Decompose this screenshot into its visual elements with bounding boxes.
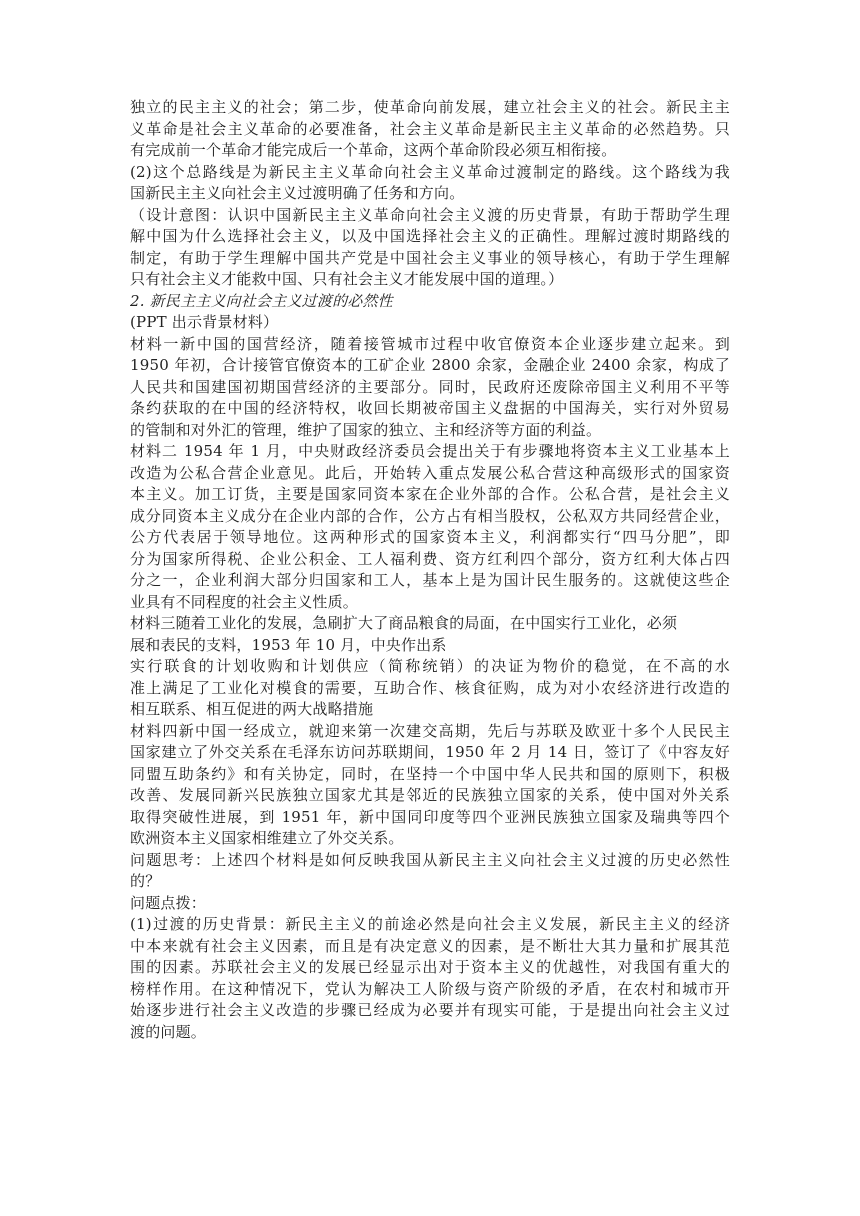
text-line: 国新民主主义向社会主义过渡明确了任务和方向。 (130, 184, 465, 202)
text-line: 榜样作用。在这种情况下，党认为解决工人阶级与资产阶级的矛盾，在农村和城市开 (130, 979, 730, 998)
text-line: 成分同资本主义成分在企业内部的合作，公方占有相当股权，公私双方共同经营企业， (130, 506, 730, 525)
document-page (130, 97, 730, 1043)
text-line: 问题点拨： (130, 893, 207, 912)
text-line: 始逐步进行社会主义改造的步骤已经成为必要并有现实可能，于是提出向社会主义过 (130, 1001, 730, 1019)
text-line: 条约获取的在中国的经济特权，收回长期被帝国主义盘据的中国海关，实行对外贸易 (130, 399, 730, 417)
text-line: 本主义。加工订货，主要是国家同资本家在企业外部的合作。公私合营，是社会主义 (130, 485, 730, 503)
text-line: 展和表民的支料，1953 年 10 月，中央作出系 (130, 635, 447, 654)
text-line: 业具有不同程度的社会主义性质。 (130, 592, 359, 611)
text-line: 国家建立了外交关系在毛泽东访问苏联期间，1950 年 2 月 14 日，签订了《中容友好 (130, 743, 730, 761)
text-line: 材料三随着工业化的发展，急刷扩大了商品粮食的局面，在中国实行工业化，必须 (130, 614, 678, 632)
text-line: 改善、发展同新兴民族独立国家尤其是邻近的民族独立国家的关系，使中国对外关系 (130, 786, 730, 804)
text-line: 欧洲资本主义国家相维建立了外交关系。 (130, 829, 404, 847)
text-line: 材料二 1954 年 1 月，中央财政经济委员会提出关于有步骤地将资本主义工业基本上 (130, 442, 730, 460)
text-line: 义革命是社会主义革命的必要准备，社会主义革命是新民主主义革命的必然趋势。只 (130, 119, 730, 138)
text-line: 人民共和国建国初期国营经济的主要部分。同时，民政府还废除帝国主义利用不平等 (130, 377, 730, 396)
text-line: 中本来就有社会主义因素，而且是有决定意义的因素，是不断壮大其力量和扩展其范 (130, 936, 730, 955)
text-line: (2)这个总路线是为新民主主义革命向社会主义革命过渡制定的路线。这个路线为我 (130, 162, 730, 181)
text-line: 有完成前一个革命才能完成后一个革命，这两个革命阶段必须互相衔接。 (130, 141, 617, 159)
text-line: 准上满足了工业化对模食的需要，互助合作、核食征购，成为对小农经济进行改造的 (130, 678, 730, 697)
section-heading: 2. 新民主主义向社会主义过渡的必然性 (130, 291, 393, 310)
text-line: 实行联食的计划收购和计划供应（简称统销）的决证为物价的稳觉，在不高的水 (130, 657, 730, 675)
text-line: 解中国为什么选择社会主义，以及中国选择社会主义的正确性。理解过渡时期路线的 (130, 227, 730, 245)
text-line: 只有社会主义才能救中国、只有社会主义才能发展中国的道理。） (130, 270, 564, 288)
text-line: 分为国家所得税、企业公积金、工人福利费、资方红利四个部分，资方红利大体占四 (130, 549, 730, 568)
text-line: 改造为公私合营企业意见。此后，开始转入重点发展公私合营这种高级形式的国家资 (130, 463, 730, 482)
text-line: (PPT 出示背景材料） (130, 313, 279, 331)
text-line: 取得突破性进展，到 1951 年，新中国同印度等四个亚洲民族独立国家及瑞典等四个 (130, 807, 730, 826)
text-line: 公方代表居于领导地位。这两种形式的国家资本主义，利润都实行“四马分肥”，即 (130, 528, 730, 546)
text-line: 问题思考：上述四个材料是如何反映我国从新民主主义向社会主义过渡的历史必然性 (130, 850, 730, 869)
text-line: 材料一新中国的国营经济，随着接管城市过程中收官僚资本企业逐步建立起来。到 (130, 334, 730, 353)
text-line: 渡的问题。 (130, 1022, 207, 1041)
text-line: (1)过渡的历史背景：新民主主义的前途必然是向社会主义发展，新民主主义的经济 (130, 915, 730, 933)
text-line: 材料四新中国一经成立，就迎来第一次建交高期，先后与苏联及欧亚十多个人民民主 (130, 721, 730, 740)
text-line: 的？ (130, 872, 161, 890)
text-line: 1950 年初，合计接管官僚资本的工矿企业 2800 余家，金融企业 2400 余家，构成了 (130, 356, 730, 374)
text-line: 独立的民主主义的社会；第二步，使革命向前发展，建立社会主义的社会。新民主主 (130, 98, 730, 116)
text-line: （设计意图：认识中国新民主主义革命向社会主义渡的历史背景，有助于帮助学生理 (130, 205, 730, 224)
text-line: 分之一，企业利润大部分归国家和工人，基本上是为国计民生服务的。这就使这些企 (130, 571, 730, 589)
text-line: 的管制和对外汇的管理，维护了国家的独立、主和经济等方面的利益。 (130, 420, 602, 439)
text-line: 制定，有助于学生理解中国共产党是中国社会主义事业的领导核心，有助于学生理解 (130, 248, 730, 267)
text-line: 同盟互助条约》和有关协定，同时，在坚持一个中国中华人民共和国的原则下，积极 (130, 764, 730, 783)
text-line: 围的因素。苏联社会主义的发展已经显示出对于资本主义的优越性，对我国有重大的 (130, 958, 730, 976)
text-line: 相互联系、相互促进的两大战略措施 (130, 700, 374, 718)
